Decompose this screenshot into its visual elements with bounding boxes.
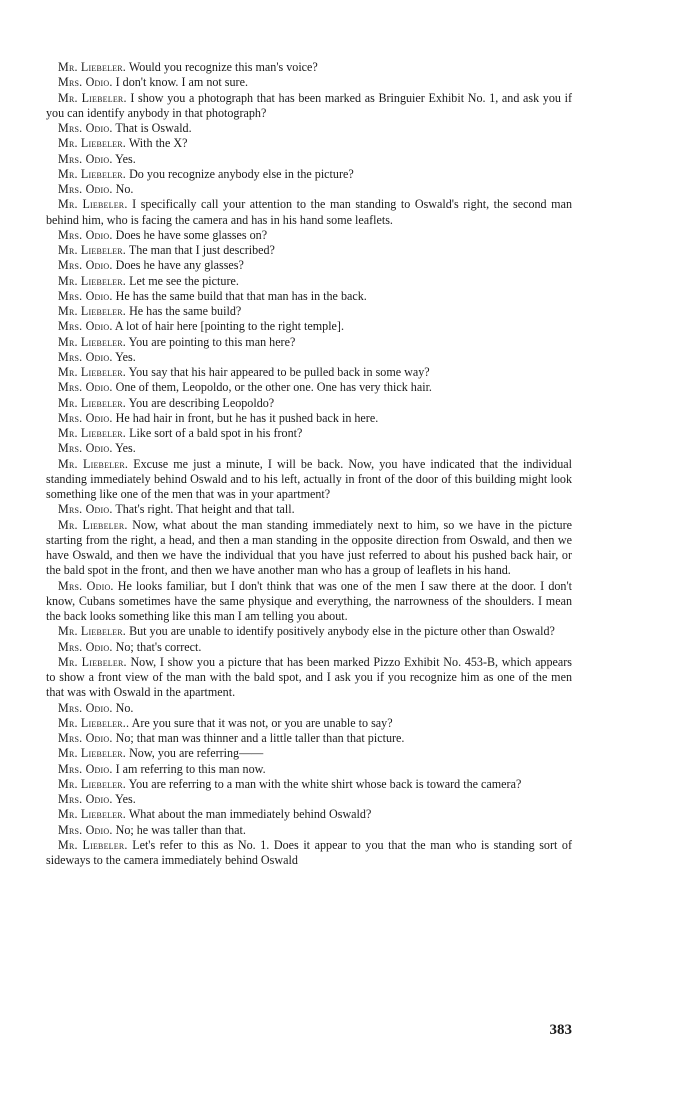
transcript-paragraph — [46, 60, 572, 75]
transcript-paragraph — [46, 655, 572, 701]
speech-text: You are describing Leopoldo? — [128, 395, 275, 410]
speech-text: Now, you are referring—— — [129, 746, 264, 761]
speech-text: He had hair in front, but he has it pushed back in here. — [115, 410, 379, 425]
speech-text: He looks familiar, but I don't think that was one of the men I saw there at the door. I don't know, Cubans sometimes have the same physique and everything, the narrowness of the shoulders. I mean the back looks something like this man I am telling you about. — [46, 578, 572, 623]
transcript-paragraph — [46, 396, 572, 411]
transcript-paragraph — [46, 350, 572, 365]
speaker-label: Mr. Liebeler. — [58, 334, 127, 349]
speaker-label: Mr. Liebeler. — [58, 273, 127, 288]
speech-text: I show you a photograph that has been marked as Bringuier Exhibit No. 1, and ask you if you can identify anybody in that photograph? — [46, 90, 572, 120]
transcript-paragraph — [46, 807, 572, 822]
transcript-paragraph — [46, 716, 572, 731]
speaker-label: Mr. Liebeler. — [58, 654, 127, 669]
transcript-paragraph — [46, 258, 572, 273]
transcript-paragraph — [46, 518, 572, 579]
transcript-paragraph — [46, 152, 572, 167]
speaker-label: Mrs. Odio. — [58, 502, 113, 517]
page-number: 383 — [549, 1022, 572, 1038]
speaker-label: Mr. Liebeler. — [58, 456, 129, 471]
speaker-label: Mrs. Odio. — [58, 227, 113, 242]
transcript-paragraph — [46, 304, 572, 319]
speech-text: Let's refer to this as No. 1. Does it appear to you that the man who is standing sort of sideways to the camera immediately behind Oswald — [46, 837, 573, 867]
transcript-paragraph — [46, 411, 572, 426]
transcript-paragraph — [46, 777, 572, 792]
speaker-label: Mrs. Odio. — [58, 700, 113, 715]
speech-text: You are pointing to this man here? — [128, 334, 296, 349]
transcript-paragraph — [46, 624, 572, 639]
speaker-label: Mr. Liebeler. — [58, 624, 127, 639]
speech-text: Are you sure that it was not, or you are unable to say? — [131, 715, 393, 730]
speech-text: That is Oswald. — [115, 121, 192, 135]
speaker-label: Mr. Liebeler. — [58, 776, 127, 791]
transcript-paragraph — [46, 289, 572, 304]
speaker-label: Mr. Liebeler. — [58, 166, 127, 181]
speech-text: With the X? — [128, 136, 188, 151]
speech-text: Yes. — [115, 349, 136, 364]
transcript-paragraph — [46, 441, 572, 456]
speaker-label: Mrs. Odio. — [58, 288, 113, 303]
speaker-label: Mrs. Odio. — [58, 578, 114, 593]
transcript-page — [46, 60, 572, 868]
transcript-paragraph — [46, 762, 572, 777]
transcript-paragraph — [46, 838, 572, 869]
speaker-label: Mr. Liebeler. — [58, 807, 127, 822]
speech-text: Yes. — [115, 441, 136, 456]
speaker-label: Mr. Liebeler. — [58, 365, 127, 379]
speech-text: What about the man immediately behind Oswald? — [128, 807, 372, 822]
speaker-label: Mr. Liebeler. — [58, 426, 127, 440]
transcript-paragraph — [46, 365, 572, 380]
transcript-paragraph — [46, 426, 572, 441]
transcript-paragraph — [46, 579, 572, 625]
transcript-paragraph — [46, 319, 572, 334]
transcript-paragraph — [46, 228, 572, 243]
transcript-paragraph — [46, 380, 572, 395]
speaker-label: Mrs. Odio. — [58, 182, 113, 196]
speaker-label: Mrs. Odio. — [58, 151, 113, 166]
speech-text: Does he have some glasses on? — [115, 227, 268, 242]
speech-text: The man that I just described? — [128, 243, 275, 257]
speech-text: I specifically call your attention to the man standing to Oswald's right, the second man behind him, who is facing the camera and has in his hand some leaflets. — [46, 197, 572, 227]
speech-text: No; that's correct. — [115, 639, 202, 654]
transcript-paragraph — [46, 731, 572, 746]
speaker-label: Mrs. Odio. — [58, 121, 113, 135]
speaker-label: Mr. Liebeler. — [58, 517, 128, 532]
speaker-label: Mrs. Odio. — [58, 319, 113, 334]
transcript-paragraph — [46, 792, 572, 807]
transcript-paragraph — [46, 91, 572, 122]
speaker-label: Mr. Liebeler. — [58, 243, 127, 257]
speech-text: No; he was taller than that. — [115, 822, 246, 837]
transcript-paragraph — [46, 136, 572, 151]
speech-text: No. — [115, 182, 134, 196]
speech-text: That's right. That height and that tall. — [115, 502, 295, 517]
speaker-label: Mrs. Odio. — [58, 410, 113, 425]
transcript-paragraph — [46, 243, 572, 258]
transcript-paragraph — [46, 75, 572, 90]
speaker-label: Mrs. Odio. — [58, 731, 113, 745]
speaker-label: Mrs. Odio. — [58, 349, 113, 364]
speech-text: Do you recognize anybody else in the picture? — [129, 166, 354, 181]
transcript-paragraph — [46, 335, 572, 350]
speaker-label: Mr. Liebeler. — [58, 746, 127, 761]
speech-text: Does he have any glasses? — [115, 258, 244, 273]
transcript-body — [46, 60, 572, 868]
speech-text: Yes. — [115, 792, 136, 806]
speech-text: Yes. — [115, 151, 136, 166]
speech-text: Now, I show you a picture that has been marked Pizzo Exhibit No. 453-B, which appears to show a front view of the man with the bald spot, and I ask you if you recognize him as one of the men that was with Oswald in the apartment. — [46, 654, 572, 700]
speaker-label: Mrs. Odio. — [58, 761, 113, 776]
transcript-paragraph — [46, 274, 572, 289]
speech-text: One of them, Leopoldo, or the other one. One has very thick hair. — [115, 380, 432, 395]
speaker-label: Mr. Liebeler. — [58, 90, 127, 105]
speech-text: Excuse me just a minute, I will be back. Now, you have indicated that the individual standing immediately behind Oswald and to his left, actually in front of the door of this building might look something like one of the men that was in your apartment? — [46, 456, 572, 501]
speaker-label: Mr. Liebeler. — [58, 197, 128, 212]
speech-text: Like sort of a bald spot in his front? — [129, 426, 303, 440]
transcript-paragraph — [46, 640, 572, 655]
speaker-label: Mr. Liebeler. — [58, 304, 127, 318]
speech-text: Let me see the picture. — [129, 273, 239, 288]
transcript-paragraph — [46, 701, 572, 716]
transcript-paragraph — [46, 121, 572, 136]
speech-text: But you are unable to identify positively anybody else in the picture other than Oswald? — [129, 624, 555, 639]
speaker-label: Mrs. Odio. — [58, 441, 113, 456]
transcript-paragraph — [46, 197, 572, 228]
speech-text: Now, what about the man standing immediately next to him, so we have in the picture starting from the right, a head, and then a man standing in the opposite direction from Oswald, and then we have Oswald, and then we have the individual that you have just referred to about his pushed back hair, or the bald spot in the front, and then we have another man who has a group of leaflets in his hand. — [46, 517, 572, 578]
speaker-label: Mrs. Odio. — [58, 639, 113, 654]
transcript-paragraph — [46, 502, 572, 517]
speech-text: He has the same build that that man has in the back. — [115, 288, 367, 303]
speech-text: He has the same build? — [129, 304, 242, 318]
speaker-label: Mr. Liebeler. — [58, 395, 127, 410]
speaker-label: Mrs. Odio. — [58, 822, 113, 837]
speech-text: I don't know. I am not sure. — [115, 75, 248, 90]
speech-text: No; that man was thinner and a little taller than that picture. — [115, 731, 405, 745]
speaker-label: Mrs. Odio. — [58, 75, 113, 90]
speaker-label: Mrs. Odio. — [58, 380, 113, 395]
speech-text: Would you recognize this man's voice? — [128, 60, 318, 74]
transcript-paragraph — [46, 746, 572, 761]
speaker-label: Mr. Liebeler.. — [58, 715, 130, 730]
transcript-paragraph — [46, 823, 572, 838]
transcript-paragraph — [46, 182, 572, 197]
speaker-label: Mrs. Odio. — [58, 258, 113, 273]
speech-text: No. — [115, 700, 134, 715]
transcript-paragraph — [46, 167, 572, 182]
speaker-label: Mrs. Odio. — [58, 792, 113, 806]
speech-text: A lot of hair here [pointing to the right temple]. — [114, 319, 344, 334]
speaker-label: Mr. Liebeler. — [58, 136, 127, 151]
speech-text: You are referring to a man with the white shirt whose back is toward the camera? — [128, 776, 522, 791]
speech-text: You say that his hair appeared to be pulled back in some way? — [128, 365, 430, 379]
speech-text: I am referring to this man now. — [115, 761, 266, 776]
speaker-label: Mr. Liebeler. — [58, 837, 128, 852]
speaker-label: Mr. Liebeler. — [58, 60, 127, 74]
transcript-paragraph — [46, 457, 572, 503]
